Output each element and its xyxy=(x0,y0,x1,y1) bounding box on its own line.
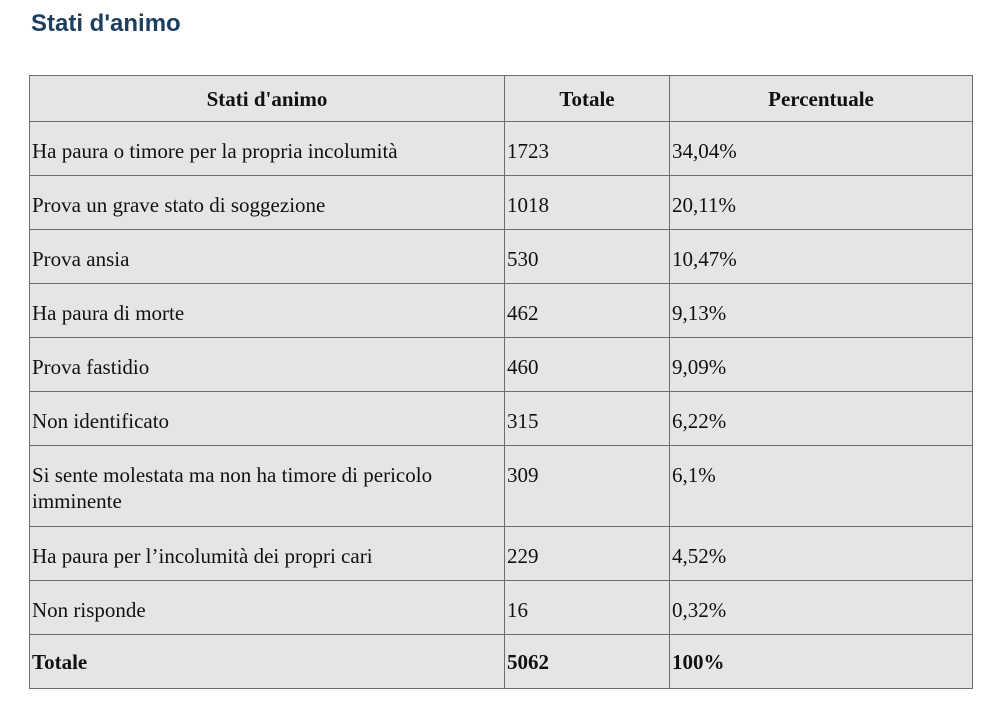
cell-percent: 6,22% xyxy=(670,392,973,446)
table-row xyxy=(30,581,973,635)
table-row xyxy=(30,230,973,284)
total-label: Totale xyxy=(30,635,505,689)
table-row xyxy=(30,284,973,338)
total-percent: 100% xyxy=(670,635,973,689)
table-header-row xyxy=(30,76,973,122)
cell-total: 460 xyxy=(505,338,670,392)
cell-state: Prova ansia xyxy=(30,230,505,284)
table-row xyxy=(30,446,973,527)
cell-state: Ha paura per l’incolumità dei propri cari xyxy=(30,527,505,581)
cell-state: Non identificato xyxy=(30,392,505,446)
table-row xyxy=(30,527,973,581)
header-totale: Totale xyxy=(505,76,670,122)
cell-percent: 9,13% xyxy=(670,284,973,338)
table-row xyxy=(30,176,973,230)
table-row xyxy=(30,392,973,446)
cell-percent: 6,1% xyxy=(670,446,973,527)
cell-state: Ha paura di morte xyxy=(30,284,505,338)
cell-total: 1018 xyxy=(505,176,670,230)
cell-total: 315 xyxy=(505,392,670,446)
total-value: 5062 xyxy=(505,635,670,689)
cell-state: Ha paura o timore per la propria incolumità xyxy=(30,122,505,176)
cell-total: 229 xyxy=(505,527,670,581)
cell-total: 309 xyxy=(505,446,670,527)
table-row xyxy=(30,122,973,176)
cell-state: Non risponde xyxy=(30,581,505,635)
cell-percent: 4,52% xyxy=(670,527,973,581)
header-stati-animo: Stati d'animo xyxy=(30,76,505,122)
cell-percent: 10,47% xyxy=(670,230,973,284)
cell-state: Prova fastidio xyxy=(30,338,505,392)
table-row xyxy=(30,338,973,392)
page-title: Stati d'animo xyxy=(31,10,181,37)
table-total-row xyxy=(30,635,973,689)
stati-animo-table xyxy=(29,75,973,689)
cell-state: Si sente molestata ma non ha timore di pericolo imminente xyxy=(30,446,505,527)
cell-total: 462 xyxy=(505,284,670,338)
cell-total: 530 xyxy=(505,230,670,284)
cell-percent: 9,09% xyxy=(670,338,973,392)
cell-percent: 0,32% xyxy=(670,581,973,635)
cell-total: 1723 xyxy=(505,122,670,176)
cell-total: 16 xyxy=(505,581,670,635)
cell-percent: 20,11% xyxy=(670,176,973,230)
cell-percent: 34,04% xyxy=(670,122,973,176)
header-percentuale: Percentuale xyxy=(670,76,973,122)
cell-state: Prova un grave stato di soggezione xyxy=(30,176,505,230)
